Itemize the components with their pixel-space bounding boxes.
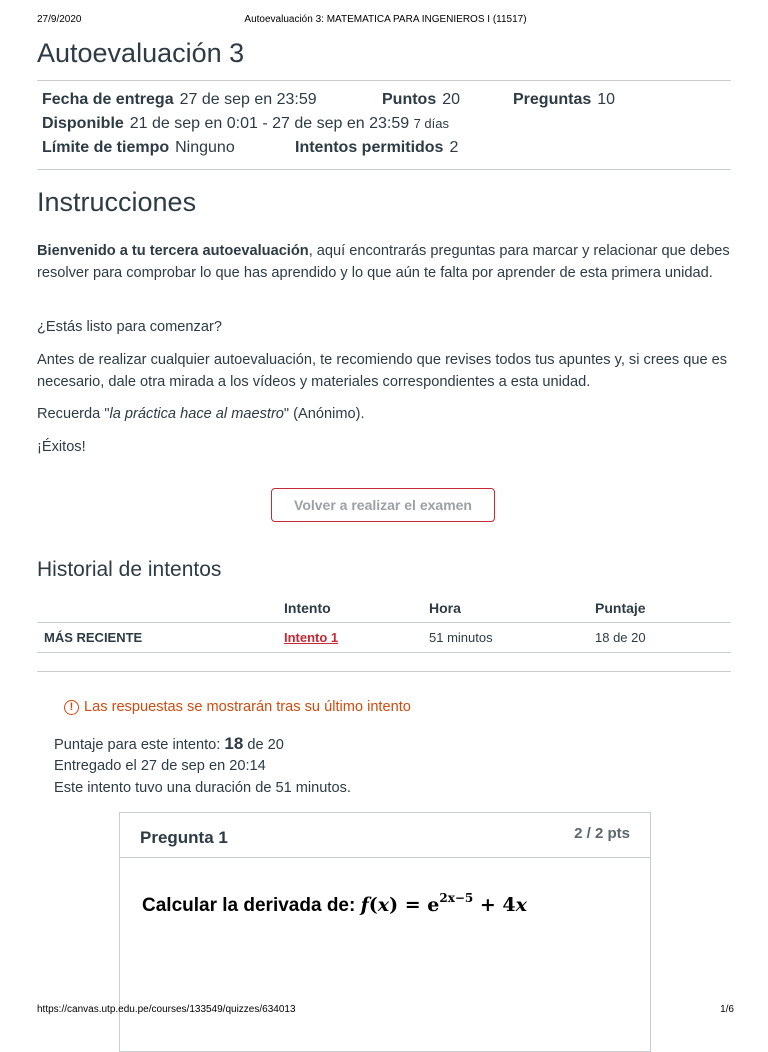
question-prompt: Calcular la derivada de: $f(x) = e^{2x-5} + 4x$: [142, 891, 527, 916]
question-formula: $f(x) = e^{2x-5} + 4x$: [360, 891, 527, 916]
warning-text: Las respuestas se mostrarán tras su último intento: [84, 699, 411, 715]
questions-count: Preguntas 10: [513, 91, 616, 108]
available-range: Disponible 21 de sep en 0:01 - 27 de sep en 23:59 7 días: [42, 115, 449, 132]
table-header-row: [37, 594, 731, 623]
points: Puntos 20: [382, 91, 461, 108]
retake-quiz-button[interactable]: Volver a realizar el examen: [271, 488, 495, 522]
question-points: 2 / 2 pts: [574, 825, 630, 842]
print-url: https://canvas.utp.edu.pe/courses/133549/quizzes/634013: [37, 1004, 296, 1015]
instructions-paragraph-2: ¿Estás listo para comenzar?: [37, 319, 222, 335]
attempt-score-value: 18: [224, 734, 244, 753]
attempt-history-table: [37, 594, 731, 653]
attempt-row-label: MÁS RECIENTE: [37, 623, 284, 653]
instructions-paragraph-5: ¡Éxitos!: [37, 439, 86, 455]
column-header-time: Hora: [429, 594, 595, 623]
attempt-score-line: Puntaje para este intento: 18 de 20: [54, 734, 284, 753]
table-row: [37, 623, 731, 653]
question-card: [119, 812, 651, 1052]
exclamation-circle-icon: !: [64, 700, 79, 715]
attempt-history-heading: Historial de intentos: [37, 558, 222, 581]
submitted-line: Entregado el 27 de sep en 20:14: [54, 758, 266, 774]
instructions-paragraph-4: Recuerda "la práctica hace al maestro" (Anónimo).: [37, 406, 365, 422]
attempt-cell: [284, 623, 429, 653]
print-header: [37, 14, 734, 28]
page-title: Autoevaluación 3: [37, 38, 245, 68]
divider: [37, 80, 731, 81]
question-header: [120, 813, 650, 858]
divider: [37, 671, 731, 672]
print-page-number: 1/6: [720, 1004, 734, 1015]
instructions-heading: Instrucciones: [37, 187, 197, 217]
column-header-attempt: Intento: [284, 594, 429, 623]
due-date: Fecha de entrega 27 de sep en 23:59: [42, 91, 317, 108]
duration-line: Este intento tuvo una duración de 51 minutos.: [54, 780, 351, 796]
answers-warning: [64, 699, 411, 715]
attempt-score: 18 de 20: [595, 623, 731, 653]
attempt-time: 51 minutos: [429, 623, 595, 653]
attempt-link[interactable]: Intento 1: [284, 630, 339, 645]
time-limit: Límite de tiempo Ninguno: [42, 139, 235, 156]
print-title: Autoevaluación 3: MATEMATICA PARA INGENIEROS I (11517): [244, 14, 527, 25]
instructions-paragraph-3: Antes de realizar cualquier autoevaluación, te recomiendo que revises todos tus apuntes y, si crees que es necesario, dale otra mirada a los vídeos y materiales correspondientes a esta unidad.: [37, 352, 728, 390]
print-date: 27/9/2020: [37, 14, 82, 25]
column-header-label: [37, 594, 284, 623]
column-header-score: Puntaje: [595, 594, 731, 623]
divider: [37, 169, 731, 170]
question-title: Pregunta 1: [140, 828, 228, 847]
instructions-paragraph-1: Bienvenido a tu tercera autoevaluación, aquí encontrarás preguntas para marcar y relacionar que debes resolver para comprobar lo que has aprendido y lo que aún te falta por aprender de esta primera unidad.: [37, 243, 730, 281]
attempts-allowed: Intentos permitidos 2: [295, 139, 459, 156]
